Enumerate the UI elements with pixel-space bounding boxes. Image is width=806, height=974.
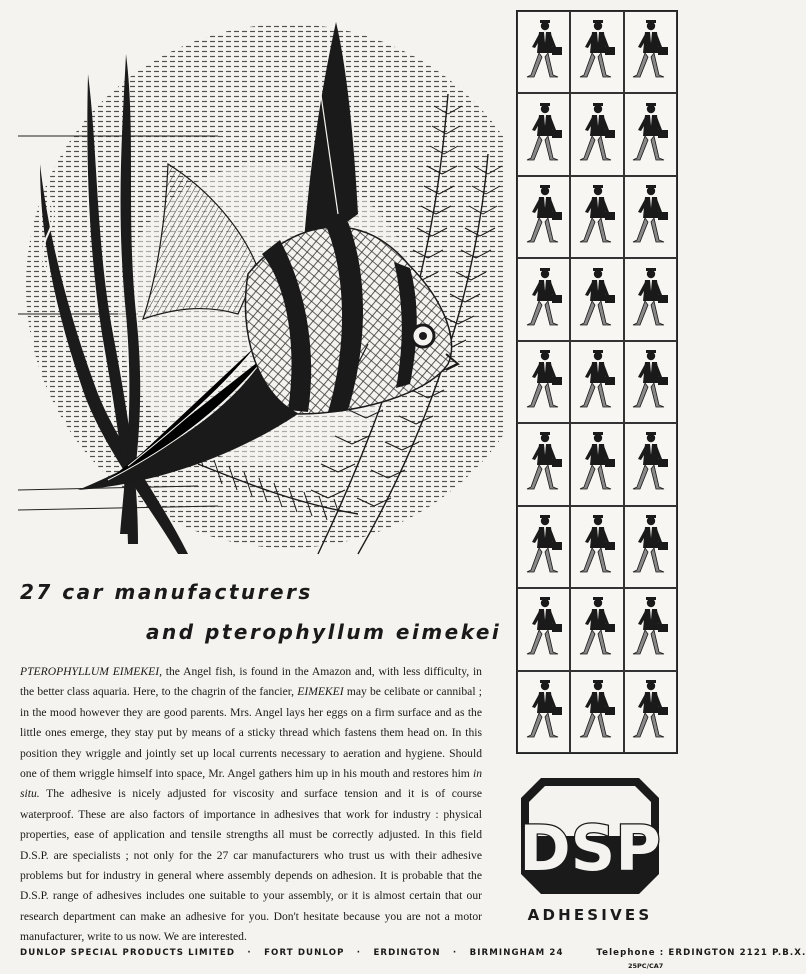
body-part-c: The adhesive is nicely adjusted for viscosity and surface tension and it is of course waterproof. These are also factors of importance in adhesives that work for industry : physical properties, ease of application and tensile strengths all must be correctly adjusted. In this field D.S.P. are specialists ; not only for the 27 car manufacturers who trust us with their adhesive problems but for industry in general where assembly depends on adhesion. It is probable that the D.S.P. range of adhesives includes one suitable to your assembly, or it is almost certain that our research department can make an adhesive for you. Don't hesitate because you are not a motor manufacturer, write to us now. We are interested.: [20, 787, 482, 944]
grid-cell: [517, 671, 570, 753]
walking-businessman-icon: [628, 182, 672, 252]
body-part-b: may be celibate or cannibal ; in the mood however they are good parents. Mrs. Angel lays her eggs on a firm surface and as the little ones emerge, they stay put by means of a sticky thread which fastens them head on. In this position they wriggle and jointly set up local currents necessary to aeration and hygiene. Should one of them wriggle himself into space, Mr. Angel gathers him up in his mouth and restores him: [20, 685, 482, 781]
walking-businessman-icon: [628, 100, 672, 170]
walking-businessman-icon: [522, 265, 566, 335]
footer-location-2: ERDINGTON: [373, 948, 441, 958]
headline-line-1: 27 car manufacturers: [20, 580, 313, 604]
grid-cell: [624, 93, 677, 175]
walking-businessman-icon: [575, 265, 619, 335]
walking-businessman-icon: [522, 429, 566, 499]
grid-cell: [517, 506, 570, 588]
walking-businessman-icon: [522, 677, 566, 747]
grid-cell: [624, 258, 677, 340]
walking-businessman-icon: [628, 594, 672, 664]
grid-cell: [624, 423, 677, 505]
grid-cell: [624, 341, 677, 423]
walking-businessman-icon: [575, 677, 619, 747]
grid-cell: [570, 341, 623, 423]
walking-businessman-icon: [575, 347, 619, 417]
walking-businessman-icon: [628, 17, 672, 87]
grid-cell: [570, 423, 623, 505]
walking-businessman-icon: [575, 182, 619, 252]
body-lead: PTEROPHYLLUM EIMEKEI,: [20, 665, 162, 678]
grid-cell: [570, 93, 623, 175]
footer-reference: 25PC/CA7: [628, 962, 664, 970]
walking-businessman-icon: [522, 100, 566, 170]
grid-cell: [570, 176, 623, 258]
grid-cell: [624, 588, 677, 670]
grid-cell: [570, 588, 623, 670]
footer-location-1: FORT DUNLOP: [264, 948, 345, 958]
dsp-logo: [519, 774, 661, 898]
footer-separator: ·: [356, 948, 362, 958]
grid-cell: [517, 423, 570, 505]
walking-businessman-icon: [522, 594, 566, 664]
grid-cell: [624, 506, 677, 588]
grid-cell: [517, 341, 570, 423]
body-in-situ: in situ.: [20, 767, 482, 801]
walking-businessman-icon: [628, 265, 672, 335]
walking-businessman-icon: [575, 594, 619, 664]
footer-separator: ·: [247, 948, 252, 958]
footer-separator: ·: [452, 948, 458, 958]
grid-cell: [517, 11, 570, 93]
walking-businessman-icon: [575, 17, 619, 87]
grid-cell: [517, 258, 570, 340]
body-part-a: the Angel fish, is found in the Amazon and, with less difficulty, in the better class aquaria. Here, to the chagrin of the fancier,: [20, 665, 482, 699]
grid-cell: [517, 588, 570, 670]
walking-businessman-icon: [575, 512, 619, 582]
walking-businessman-icon: [575, 429, 619, 499]
body-emphasis: EIMEKEI: [297, 685, 344, 699]
footer-company: DUNLOP SPECIAL PRODUCTS LIMITED: [20, 948, 236, 958]
body-copy: [20, 662, 482, 948]
walking-businessman-icon: [628, 429, 672, 499]
footer-location-3: BIRMINGHAM 24: [469, 948, 564, 958]
walking-businessman-icon: [522, 17, 566, 87]
headline-line-2: and pterophyllum eimekei: [146, 620, 502, 644]
walking-businessman-icon: [628, 347, 672, 417]
walking-businessman-icon: [522, 347, 566, 417]
walking-businessman-icon: [628, 512, 672, 582]
grid-cell: [517, 176, 570, 258]
grid-cell: [570, 506, 623, 588]
grid-cell: [624, 671, 677, 753]
footer-phone: Telephone : ERDINGTON 2121 P.B.X.: [596, 948, 806, 958]
grid-cell: [624, 176, 677, 258]
logo-tagline: ADHESIVES: [527, 906, 653, 924]
businessman-grid: [516, 10, 678, 754]
grid-cell: [624, 11, 677, 93]
grid-cell: [570, 11, 623, 93]
footer-address: [20, 948, 806, 958]
walking-businessman-icon: [628, 677, 672, 747]
angelfish-illustration: [18, 14, 503, 564]
grid-cell: [570, 671, 623, 753]
grid-cell: [517, 93, 570, 175]
walking-businessman-icon: [522, 512, 566, 582]
walking-businessman-icon: [575, 100, 619, 170]
logo-text: DSP: [519, 812, 661, 885]
walking-businessman-icon: [522, 182, 566, 252]
grid-cell: [570, 258, 623, 340]
